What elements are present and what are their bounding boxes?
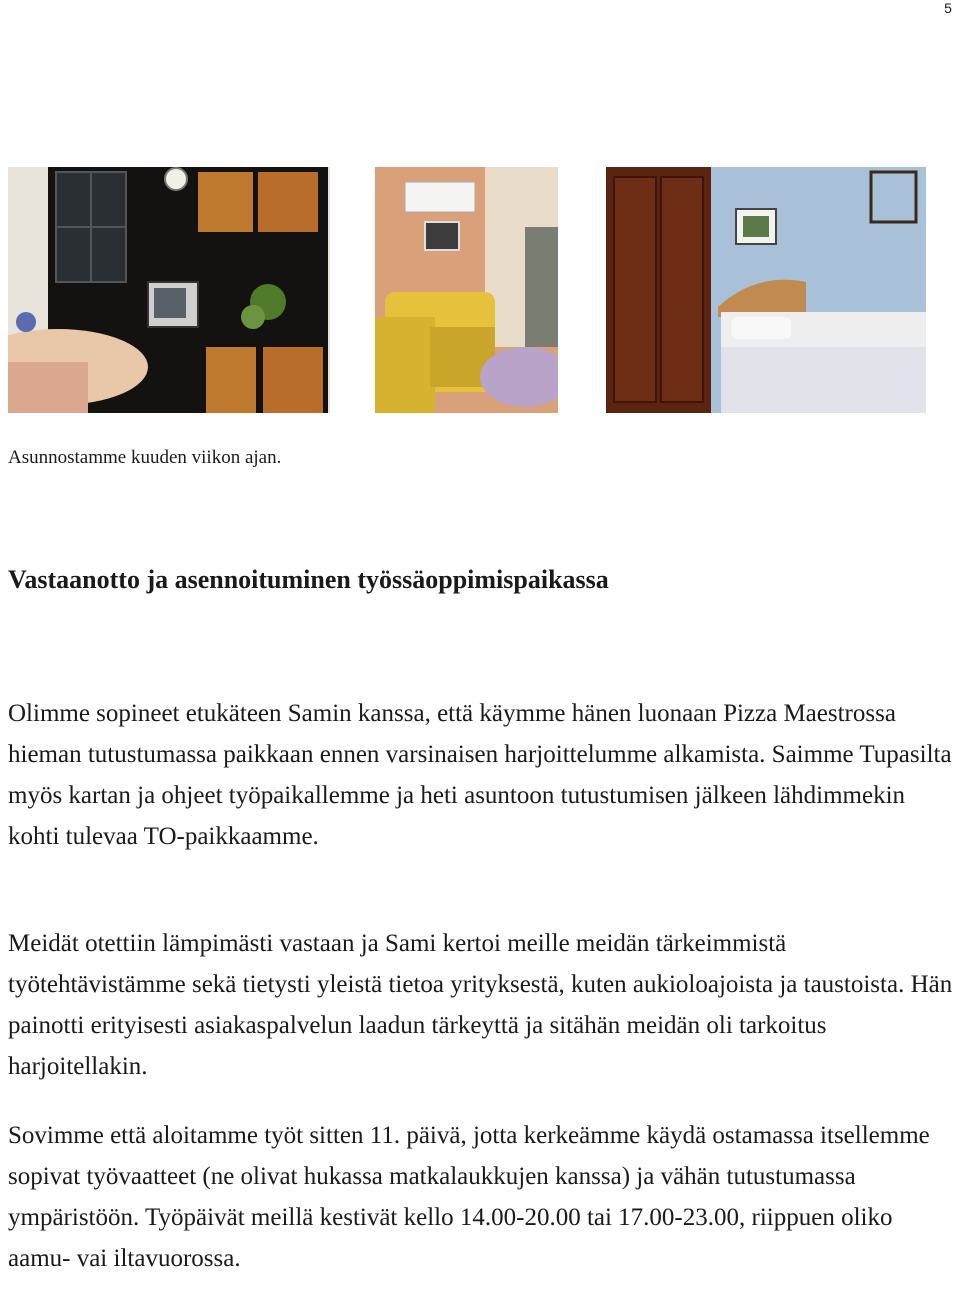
page-number: 5	[944, 0, 952, 16]
paragraph-arrival: Olimme sopineet etukäteen Samin kanssa, että käymme hänen luonaan Pizza Maestrossa hieman tutustumassa paikkaan ennen varsinaisen harjoittelumme alkamista. Saimme Tupasilta myös kartan ja ohjeet työpaikallemme ja heti asuntoon tutustumisen jälkeen lähdimmekin kohti tulevaa TO-paikkaamme.	[8, 700, 952, 850]
paragraph-welcome: Meidät otettiin lämpimästi vastaan ja Sami kertoi meille meidän tärkeimmistä työtehtävistämme sekä tietysti yleistä tietoa yrityksestä, kuten aukioloajoista ja taustoista. Hän painotti erityisesti asiakaspalvelun laadun tärkeyttä ja sitähän meidän oli tarkoitus harjoitellakin.	[8, 930, 953, 1080]
paragraph-schedule: Sovimme että aloitamme työt sitten 11. päivä, jotta kerkeämme käydä ostamassa itsellemme sopivat työvaatteet (ne olivat hukassa matkalaukkujen kanssa) ja vähän tutustumassa ympäristöön. Työpäivät meillä kestivät kello 14.00-20.00 tai 17.00-23.00, riippuen oliko aamu- vai iltavuorossa.	[8, 1122, 930, 1272]
photo-caption: Asunnostamme kuuden viikon ajan.	[8, 447, 282, 468]
living-room-photo	[8, 167, 330, 413]
bedroom-photo	[606, 167, 926, 413]
sofa-room-photo	[375, 167, 558, 413]
section-heading: Vastaanotto ja asennoituminen työssäoppimispaikassa	[8, 565, 609, 594]
